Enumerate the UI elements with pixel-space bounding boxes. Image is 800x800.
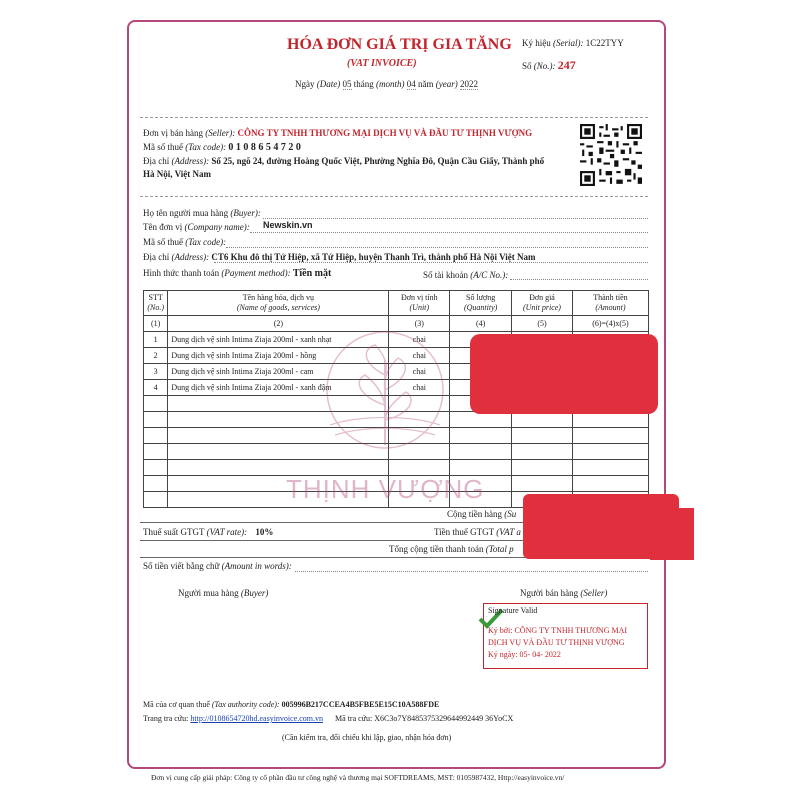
header-cell: Thành tiền (Amount) bbox=[572, 291, 648, 316]
buyer-address-line: Địa chỉ (Address): CT6 Khu đô thị Tứ Hiệp, xã Tứ Hiệp, huyện Thanh Trì, thành phố Hà Nội Việt Nam bbox=[143, 252, 536, 262]
product-name-cell: Dung dịch vệ sinh Intima Ziaja 200ml - xanh đậm bbox=[168, 380, 389, 396]
vat-rate-line: Thuế suất GTGT (VAT rate): 10% bbox=[143, 527, 274, 537]
stt-cell: 4 bbox=[144, 380, 168, 396]
redaction-block bbox=[470, 334, 658, 414]
header-cell: Đơn vị tính (Unit) bbox=[389, 291, 450, 316]
index-cell: (6)=(4)x(5) bbox=[572, 316, 648, 332]
invoice-number-line: Số (No.): 247 bbox=[522, 58, 576, 72]
signature-valid-text: Signature Valid bbox=[488, 606, 538, 615]
serial-line: Ký hiệu (Serial): 1C22TYY bbox=[522, 38, 624, 48]
stt-cell: 1 bbox=[144, 332, 168, 348]
divider bbox=[140, 117, 648, 118]
header-cell: Tên hàng hóa, dịch vụ (Name of goods, services) bbox=[168, 291, 389, 316]
product-name-cell: Dung dịch vệ sinh Intima Ziaja 200ml - xanh nhạt bbox=[168, 332, 389, 348]
unit-cell: chai bbox=[389, 332, 450, 348]
watermark-text: THỊNH VƯỢNG bbox=[286, 474, 485, 504]
qr-code-icon bbox=[580, 124, 642, 186]
amount-words-line: Số tiền viết bằng chữ (Amount in words): bbox=[143, 561, 292, 571]
account-line: Số tài khoản (A/C No.): bbox=[423, 270, 509, 280]
seller-signature-label: Người bán hàng (Seller) bbox=[520, 588, 608, 598]
table-header-row bbox=[144, 291, 649, 316]
lookup-link[interactable]: http://0108654720hd.easyinvoice.com.vn bbox=[190, 714, 324, 723]
unit-cell: chai bbox=[389, 348, 450, 364]
buyer-tax-line: Mã số thuế (Tax code): bbox=[143, 237, 227, 247]
invoice-subtitle: (VAT INVOICE) bbox=[347, 58, 417, 69]
provider-line: Đơn vị cung cấp giải pháp: Công ty cổ phần đầu tư công nghệ và thương mại SOFTDREAMS, MST: 0105987432, Http://easyinvoice.vn/ bbox=[151, 773, 565, 782]
signed-by-text-2: DỊCH VỤ VÀ ĐẦU TƯ THỊNH VƯỢNG bbox=[488, 638, 625, 647]
tax-authority-code-line: Mã của cơ quan thuế (Tax authority code): 005996B217CCEA4B5FBE5E15C10A588FDE bbox=[143, 700, 440, 709]
product-name-cell: Dung dịch vệ sinh Intima Ziaja 200ml - hồng bbox=[168, 348, 389, 364]
date-line: Ngày (Date) 05 tháng (month) 04 năm (year) 2022 bbox=[295, 79, 478, 89]
header-cell: Số lượng (Quantity) bbox=[450, 291, 512, 316]
stt-cell: 2 bbox=[144, 348, 168, 364]
seller-address-line: Địa chỉ (Address): Số 25, ngõ 24, đường Hoàng Quốc Việt, Phường Nghĩa Đô, Quận Cầu Giấy, Thành phố bbox=[143, 156, 545, 166]
seller-tax-line: Mã số thuế (Tax code): 0 1 0 8 6 5 4 7 2 0 bbox=[143, 142, 301, 153]
buyer-tax-field bbox=[226, 247, 648, 248]
invoice-title: HÓA ĐƠN GIÁ TRỊ GIA TĂNG bbox=[287, 36, 512, 53]
amount-words-field bbox=[295, 571, 648, 572]
buyer-address-field bbox=[214, 262, 648, 263]
verification-note: (Cần kiểm tra, đối chiếu khi lập, giao, nhận hóa đơn) bbox=[282, 733, 452, 742]
unit-cell: chai bbox=[389, 364, 450, 380]
divider bbox=[140, 196, 648, 197]
seller-name-line: Đơn vị bán hàng (Seller): CÔNG TY TNHH THƯƠNG MẠI DỊCH VỤ VÀ ĐẦU TƯ THỊNH VƯỢNG bbox=[143, 128, 533, 138]
index-cell: (1) bbox=[144, 316, 168, 332]
index-cell: (3) bbox=[389, 316, 450, 332]
subtotal-line: Cộng tiền hàng (Su bbox=[447, 509, 517, 519]
total-line: Tổng cộng tiền thanh toán (Total p bbox=[389, 544, 514, 554]
unit-cell: chai bbox=[389, 380, 450, 396]
index-cell: (4) bbox=[450, 316, 512, 332]
redaction-block bbox=[650, 508, 694, 560]
payment-line: Hình thức thanh toán (Payment method): Tiền mặt bbox=[143, 268, 332, 279]
stt-cell: 3 bbox=[144, 364, 168, 380]
signed-by-text: Ký bởi: CÔNG TY TNHH THƯƠNG MẠI bbox=[488, 626, 628, 635]
buyer-name-field bbox=[263, 218, 648, 219]
vat-amount-line: Tiền thuế GTGT (VAT a bbox=[434, 527, 521, 537]
newskin-watermark: Newskin.vn bbox=[263, 220, 313, 230]
buyer-company-line: Tên đơn vị (Company name): bbox=[143, 222, 250, 232]
header-cell: Đơn giá (Unit price) bbox=[512, 291, 573, 316]
header-cell: STT (No.) bbox=[144, 291, 168, 316]
index-cell: (5) bbox=[512, 316, 573, 332]
seller-address-line2: Hà Nội, Việt Nam bbox=[143, 169, 211, 179]
buyer-signature-label: Người mua hàng (Buyer) bbox=[178, 588, 269, 598]
account-field bbox=[510, 279, 648, 280]
buyer-name-line: Họ tên người mua hàng (Buyer): bbox=[143, 208, 261, 218]
signed-date-text: Ký ngày: 05- 04- 2022 bbox=[488, 650, 561, 659]
index-cell: (2) bbox=[168, 316, 389, 332]
buyer-company-field bbox=[250, 232, 648, 233]
lookup-line: Trang tra cứu: http://0108654720hd.easyinvoice.com.vn Mã tra cứu: X6C3o7Y8485375329644992449 36YoCX bbox=[143, 714, 514, 723]
product-name-cell: Dung dịch vệ sinh Intima Ziaja 200ml - cam bbox=[168, 364, 389, 380]
